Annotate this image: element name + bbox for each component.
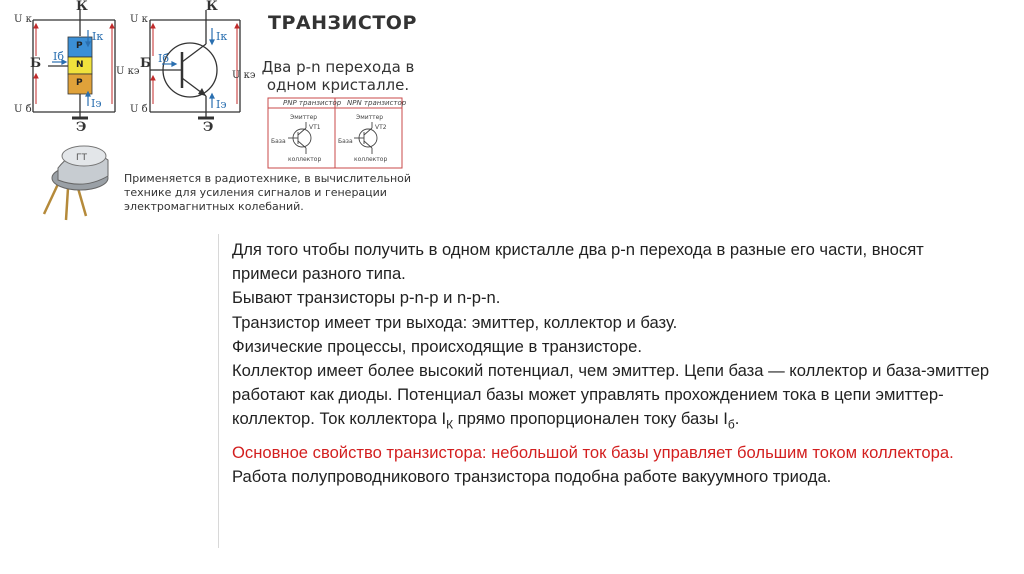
paragraph-5-part-a: Коллектор имеет более высокий потенциал, чем эмиттер. Цепи база — коллектор и база-эмиттер работают как диоды. Потенциал базы может управлять прохождением тока в цепи эмиттер-коллектор. Ток коллектора I — [232, 361, 990, 429]
table-base-2: База — [338, 138, 353, 145]
key-property-paragraph: Основное свойство транзистора: небольшой ток базы управляет большим током коллектора. — [232, 442, 954, 462]
uke-label-1: U кэ — [116, 66, 140, 77]
paragraph-5-part-c: . — [734, 409, 740, 429]
transistor-photo — [44, 146, 108, 220]
transistor-figure — [0, 0, 420, 232]
ub-label-1: U б — [14, 104, 32, 115]
svg-text:ГТ: ГТ — [76, 153, 87, 163]
p-layer-label-2: P — [76, 78, 83, 88]
ik-label-2: Iк — [216, 30, 228, 43]
figure-title: ТРАНЗИСТОР — [268, 12, 417, 34]
content-left-divider — [218, 234, 219, 548]
ik-subscript: К — [446, 417, 454, 432]
table-vt1: VT1 — [309, 124, 321, 131]
table-npn-header: NPN транзистор — [347, 99, 407, 107]
uke-label-2: U кэ — [232, 70, 256, 81]
uk-label-1: U к — [14, 14, 32, 25]
table-collector-2: коллектор — [354, 156, 388, 163]
collector-label-1: К — [76, 0, 88, 14]
paragraph-7: Работа полупроводникового транзистора подобна работе вакуумного триода. — [232, 467, 832, 487]
ib-label-2: Iб — [158, 52, 169, 65]
figure-caption: Применяется в радиотехнике, в вычислительной технике для усиления сигналов и генерации электромагнитных колебаний. — [124, 172, 412, 213]
paragraph-5 — [232, 359, 992, 437]
main-text — [232, 238, 992, 489]
figure-subtitle: Два p-n перехода в одном кристалле. — [261, 58, 415, 94]
n-layer-label: N — [76, 60, 84, 70]
emitter-label-2: Э — [203, 120, 214, 135]
base-label-2: Б — [140, 56, 152, 71]
ik-label-1: Iк — [92, 30, 104, 43]
collector-label-2: К — [206, 0, 218, 14]
ie-label-1: Iэ — [91, 97, 102, 110]
table-pnp-header: PNP транзистор — [283, 99, 342, 107]
paragraph-2: Бывают транзисторы p-n-p и n-p-n. — [232, 288, 501, 308]
ie-label-2: Iэ — [216, 98, 227, 111]
ib-subscript: б — [727, 417, 735, 432]
table-base-1: База — [271, 138, 286, 145]
base-label-1: Б — [30, 56, 42, 71]
paragraph-5-part-b: прямо пропорционален току базы I — [453, 409, 728, 429]
paragraph-4: Физические процессы, происходящие в транзисторе. — [232, 336, 642, 356]
paragraph-3: Транзистор имеет три выхода: эмиттер, коллектор и базу. — [232, 312, 678, 332]
table-emitter-2: Эмиттер — [356, 114, 384, 121]
p-layer-label-1: P — [76, 41, 83, 51]
table-collector-1: коллектор — [288, 156, 322, 163]
ib-label-1: Iб — [53, 50, 64, 63]
table-emitter-1: Эмиттер — [290, 114, 318, 121]
uk-label-2: U к — [130, 14, 148, 25]
table-vt2: VT2 — [375, 124, 387, 131]
ub-label-2: U б — [130, 104, 148, 115]
paragraph-1: Для того чтобы получить в одном кристалле два p-n перехода в разные его части, вносят примеси разного типа. — [232, 240, 924, 284]
emitter-label-1: Э — [76, 120, 87, 135]
